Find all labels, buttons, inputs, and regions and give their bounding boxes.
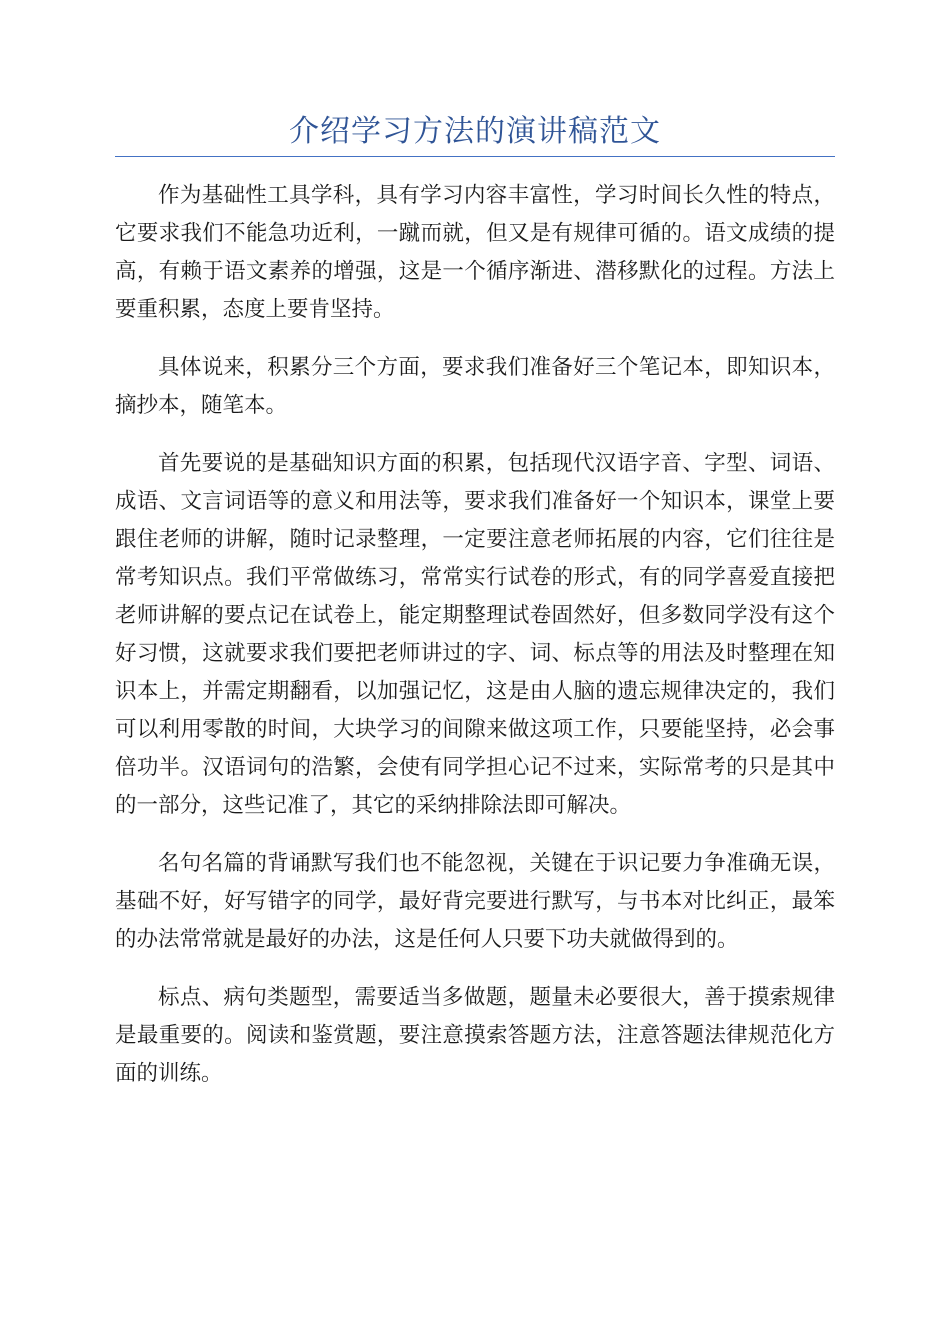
paragraph: 作为基础性工具学科，具有学习内容丰富性，学习时间长久性的特点，它要求我们不能急功近利，一蹴而就，但又是有规律可循的。语文成绩的提高，有赖于语文素养的增强，这是一个循序渐进、潜移默化的过程。方法上要重积累，态度上要肯坚持。 — [115, 183, 835, 322]
document-title: 介绍学习方法的演讲稿范文 — [289, 114, 661, 149]
paragraph: 具体说来，积累分三个方面，要求我们准备好三个笔记本，即知识本，摘抄本，随笔本。 — [115, 355, 835, 418]
document-body — [115, 177, 835, 1113]
paragraph: 名句名篇的背诵默写我们也不能忽视，关键在于识记要力争准确无误，基础不好，好写错字的同学，最好背完要进行默写，与书本对比纠正，最笨的办法常常就是最好的办法，这是任何人只要下功夫就做得到的。 — [115, 851, 835, 952]
paragraph: 首先要说的是基础知识方面的积累，包括现代汉语字音、字型、词语、成语、文言词语等的意义和用法等，要求我们准备好一个知识本，课堂上要跟住老师的讲解，随时记录整理，一定要注意老师拓展的内容，它们往往是常考知识点。我们平常做练习，常常实行试卷的形式，有的同学喜爱直接把老师讲解的要点记在试卷上，能定期整理试卷固然好，但多数同学没有这个好习惯，这就要求我们要把老师讲过的字、词、标点等的用法及时整理在知识本上，并需定期翻看，以加强记忆，这是由人脑的遗忘规律决定的，我们可以利用零散的时间，大块学习的间隙来做这项工作，只要能坚持，必会事倍功半。汉语词句的浩繁，会使有同学担心记不过来，实际常考的只是其中的一部分，这些记准了，其它的采纳排除法即可解决。 — [115, 451, 835, 818]
title-block — [115, 112, 835, 157]
paragraph: 标点、病句类题型，需要适当多做题，题量未必要很大，善于摸索规律是最重要的。阅读和鉴赏题，要注意摸索答题方法，注意答题法律规范化方面的训练。 — [115, 985, 835, 1086]
